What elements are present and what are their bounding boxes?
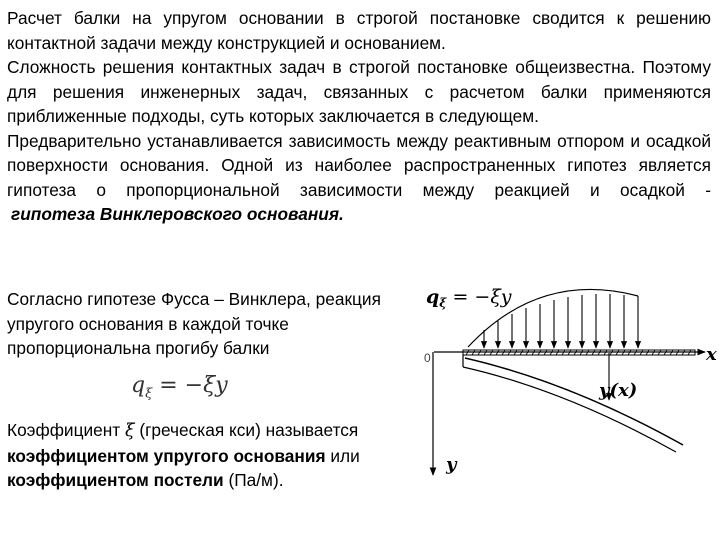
load-label: $q_\xi = -\xi y$	[426, 286, 512, 310]
coef-part1: Коэффициент	[7, 420, 126, 440]
formula-lhs: q	[131, 373, 146, 398]
deflection-label: y(x)	[599, 380, 638, 401]
formula-rhs: = −ξy	[152, 373, 228, 398]
coef-term-bed: коэффициентом постели	[7, 470, 224, 490]
beam-diagram	[400, 270, 720, 485]
coef-xi: ξ	[125, 421, 135, 441]
deformed-beam-bottom	[463, 367, 676, 452]
winkler-hypothesis: гипотеза Винклеровского основания.	[11, 204, 344, 224]
paragraph-2: Сложность решения контактных задач в строгой постановке общеизвестна. Поэтому для решения инженерных задач, связанных с расчетом балки применяются приближенные подходы, суть которых заключается в следующем.	[7, 57, 711, 126]
paragraph-3: Предварительно устанавливается зависимость между реактивным отпором и осадкой поверхности основания. Одной из наиболее распространенных гипотез является гипотеза о пропорциональной зависимости между реакцией и осадкой -	[7, 130, 711, 200]
y-axis-label: y	[446, 454, 457, 475]
x-axis-label: x	[706, 344, 717, 365]
coef-part3: или	[325, 445, 360, 466]
deformed-beam-top	[465, 358, 683, 445]
intro-text	[7, 6, 711, 227]
coef-part2: (греческая кси) называется	[134, 420, 359, 440]
coefficient-text	[7, 418, 427, 493]
paragraph-1: Расчет балки на упругом основании в строгой постановке сводится к решению контактной задачи между конструкцией и основанием.	[7, 8, 711, 53]
formula-subscript: ξ	[145, 386, 153, 402]
fuss-winkler-text: Согласно гипотезе Фусса – Винклера, реакция упругого основания в каждой точке пропорциональна прогибу балки	[7, 289, 381, 358]
winkler-formula	[131, 373, 228, 401]
origin-label: 0	[424, 351, 431, 365]
coef-term-elastic: коэффициентом упругого основания	[7, 445, 326, 466]
coef-part4: (Па/м).	[223, 470, 284, 490]
